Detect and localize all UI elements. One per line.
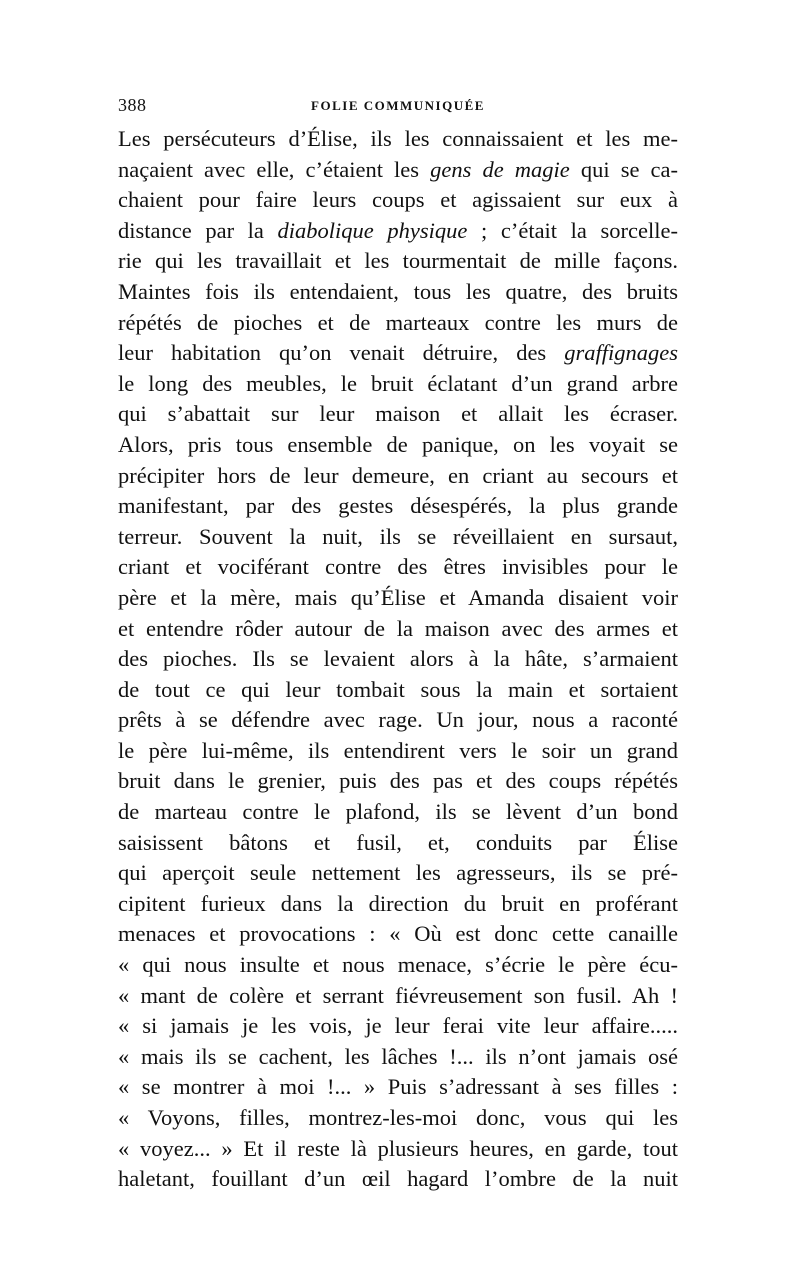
text-line (118, 1042, 678, 1073)
text-line (118, 675, 678, 706)
text-segment: répétés de pioches et de marteaux contre les murs de (118, 309, 678, 335)
text-segment: terreur. Souvent la nuit, ils se réveillaient en sursaut, (118, 523, 678, 549)
text-line (118, 766, 678, 797)
text-line (118, 124, 678, 155)
text-segment: Les persécuteurs d’Élise, ils les connaissaient et les me- (118, 126, 678, 151)
text-segment: de tout ce qui leur tombait sous la main et sortaient (118, 676, 678, 702)
text-line (118, 950, 678, 981)
text-line (118, 736, 678, 767)
text-segment: saisissent bâtons et fusil, et, conduits par Élise (118, 829, 678, 855)
text-segment: « mant de colère et serrant fiévreusement son fusil. Ah ! (118, 982, 678, 1008)
text-segment: distance par la (118, 217, 278, 243)
text-line (118, 797, 678, 828)
text-segment: naçaient avec elle, c’étaient les (118, 156, 431, 182)
text-line (118, 644, 678, 675)
text-line (118, 583, 678, 614)
text-line (118, 522, 678, 553)
text-segment: prêts à se défendre avec rage. Un jour, nous a raconté (118, 707, 678, 733)
text-line (118, 216, 678, 247)
text-line (118, 1103, 678, 1134)
text-line (118, 277, 678, 308)
text-segment: leur habitation qu’on venait détruire, des (118, 340, 565, 366)
text-segment: qui aperçoit seule nettement les agresseurs, ils se pré- (118, 860, 678, 886)
text-segment: le long des meubles, le bruit éclatant d’un grand arbre (118, 370, 678, 396)
text-segment: menaces et provocations : « Où est donc cette canaille (118, 921, 678, 947)
text-line (118, 338, 678, 369)
text-segment: le père lui-même, ils entendirent vers le soir un grand (118, 737, 678, 763)
text-segment: haletant, fouillant d’un œil hagard l’ombre de la nuit (118, 1166, 678, 1192)
text-line (118, 246, 678, 277)
running-title: FOLIE COMMUNIQUÉE (311, 98, 485, 113)
text-segment: cipitent furieux dans la direction du bruit en proférant (118, 890, 678, 916)
text-line (118, 919, 678, 950)
text-segment: de marteau contre le plafond, ils se lèvent d’un bond (118, 799, 678, 825)
text-line (118, 155, 678, 186)
text-segment: manifestant, par des gestes désespérés, la plus grande (118, 493, 678, 519)
text-line (118, 705, 678, 736)
text-segment: Alors, pris tous ensemble de panique, on les voyait se (118, 431, 678, 457)
text-segment: « voyez... » Et il reste là plusieurs heures, en garde, tout (118, 1135, 678, 1161)
text-segment: « mais ils se cachent, les lâches !... ils n’ont jamais osé (118, 1043, 678, 1069)
body-text (118, 124, 678, 1195)
text-line (118, 185, 678, 216)
text-segment: « qui nous insulte et nous menace, s’écrie le père écu- (118, 952, 678, 978)
text-segment: père et la mère, mais qu’Élise et Amanda disaient voir (118, 584, 678, 610)
text-segment: des pioches. Ils se levaient alors à la hâte, s’armaient (118, 646, 678, 672)
text-segment: chaient pour faire leurs coups et agissaient sur eux à (118, 187, 678, 213)
text-line (118, 552, 678, 583)
text-segment: qui s’abattait sur leur maison et allait les écraser. (118, 401, 678, 427)
text-segment: Maintes fois ils entendaient, tous les quatre, des bruits (118, 278, 678, 304)
text-line (118, 1164, 678, 1195)
text-segment: bruit dans le grenier, puis des pas et des coups répétés (118, 768, 678, 794)
text-line (118, 308, 678, 339)
page-header (118, 95, 678, 119)
text-segment: « Voyons, filles, montrez-les-moi donc, vous qui les (118, 1105, 678, 1130)
text-line (118, 369, 678, 400)
text-line (118, 399, 678, 430)
text-segment: et entendre rôder autour de la maison avec des armes et (118, 615, 678, 641)
text-line (118, 491, 678, 522)
text-segment: criant et vociférant contre des êtres invisibles pour le (118, 554, 678, 580)
text-segment: rie qui les travaillait et les tourmentait de mille façons. (118, 248, 678, 274)
text-segment: « se montrer à moi !... » Puis s’adressant à ses filles : (118, 1074, 678, 1100)
text-line (118, 614, 678, 645)
text-line (118, 1072, 678, 1103)
text-line (118, 889, 678, 920)
italic-segment: gens de magie (430, 156, 570, 182)
italic-segment: graffignages (564, 340, 678, 366)
text-segment: ; c’était la sorcelle- (467, 217, 678, 243)
text-line (118, 828, 678, 859)
text-line (118, 858, 678, 889)
text-segment: « si jamais je les vois, je leur ferai vite leur affaire..... (118, 1013, 678, 1039)
text-line (118, 461, 678, 492)
text-line (118, 981, 678, 1012)
text-segment: précipiter hors de leur demeure, en criant au secours et (118, 462, 678, 488)
text-segment: qui se ca- (569, 156, 678, 182)
text-line (118, 1011, 678, 1042)
italic-segment: diabolique physique (277, 217, 468, 243)
text-line (118, 1134, 678, 1165)
text-line (118, 430, 678, 461)
page-number: 388 (118, 95, 147, 115)
